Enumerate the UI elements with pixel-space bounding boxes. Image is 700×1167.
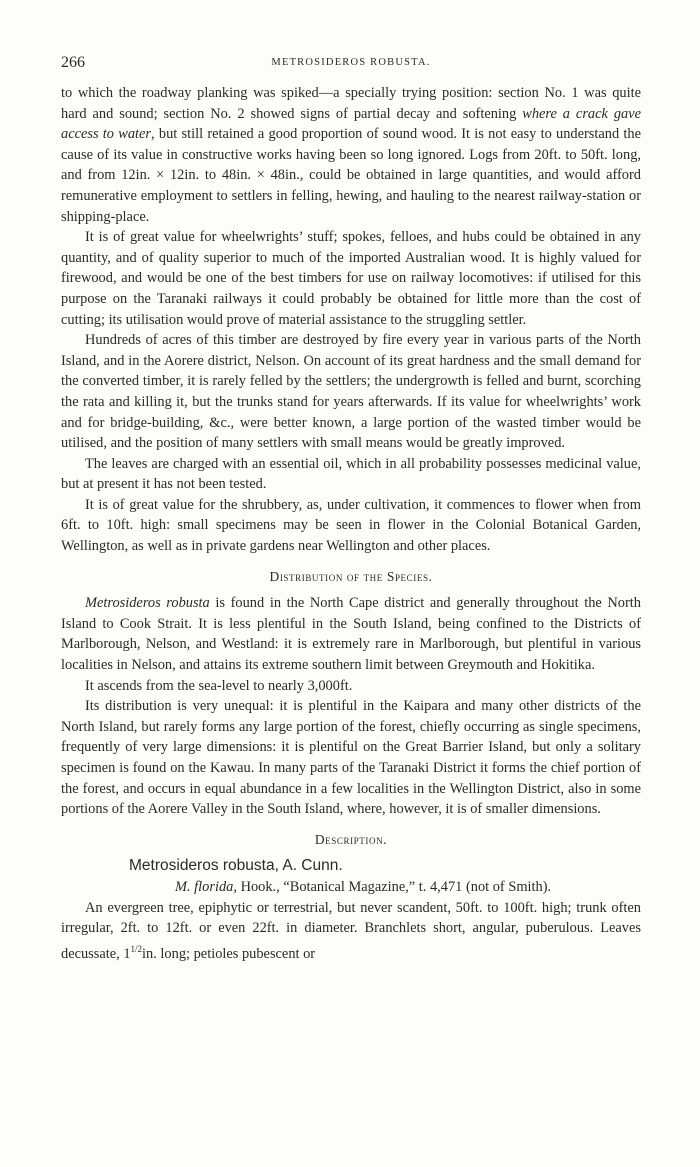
paragraph-altitude: It ascends from the sea-level to nearly 3,000ft. bbox=[85, 677, 353, 694]
page-body bbox=[61, 83, 641, 964]
fraction: 1/2 bbox=[130, 943, 143, 954]
section-heading-distribution: Distribution of the Species. bbox=[269, 568, 433, 584]
italic-phrase: where a crack gave access to water bbox=[61, 105, 641, 143]
synonym-line bbox=[61, 877, 641, 898]
page-number: 266 bbox=[61, 54, 85, 71]
paragraph-wheelwrights: It is of great value for wheelwrights’ stuff; spokes, felloes, and hubs could be obtained in any quantity, and of quality superior to much of the imported Australian wood. It is highly valued for firewood, and would be one of the best timbers for use on railway locomotives: if utilised for this purpose on the Taranaki railways it could probably be obtained for little more than the cost of cutting; its utilisation would prove of material assistance to the struggling settler. bbox=[61, 229, 641, 328]
paragraph-roadway-planking bbox=[61, 83, 641, 227]
paragraph-text: , but still retained a good proportion of sound wood. It is not easy to understand the cause of its value in constructive works having been so long ignored. Logs from 20ft. to 50ft. long, and from 12in. × 12in. to 48in. × 48in., could be obtained in large quantities, and would afford remunerative employment to settlers in felling, hewing, and hauling to the nearest railway-station or shipping-place. bbox=[61, 126, 641, 225]
paragraph-text: is found in the North Cape district and generally throughout the North Island to Cook Strait. It is less plentiful in the South Island, being confined to the Districts of Marlborough, Nelson, and Westland: it is extremely rare in Marlborough, but plentiful in various localities in Nelson, and attains its extreme southern limit between Greymouth and Hokitika. bbox=[61, 595, 641, 674]
synonym-text: , Hook., “Botanical Magazine,” t. 4,471 (not of Smith). bbox=[233, 878, 552, 895]
paragraph-text: An evergreen tree, epiphytic or terrestrial, but never scandent, 50ft. to 100ft. high; trunk often irregular, 2ft. to 12ft. or even 22ft. in diameter. Branchlets short, angular, puberulous. Leaves decussate, 1 bbox=[61, 899, 641, 962]
paragraph-essential-oil: The leaves are charged with an essential oil, which in all probability possesses medicinal value, but at present it has not been tested. bbox=[61, 455, 641, 493]
paragraph-destroyed-by-fire: Hundreds of acres of this timber are destroyed by fire every year in various parts of the North Island, and in the Aorere district, Nelson. On account of its great hardness and the small demand for the converted timber, it is rarely felled by the settlers; the undergrowth is felled and burnt, scorching the rata and killing it, but the trunks stand for years afterwards. If its value for wheelwrights’ work and for bridge-building, &c., were better known, a large portion of the wasted timber would be utilised, and the position of many settlers with small means would be greatly improved. bbox=[61, 332, 641, 452]
paragraph-unequal-distribution: Its distribution is very unequal: it is plentiful in the Kaipara and many other districts of the North Island, but rarely forms any large portion of the forest, chiefly occurring as single specimens, frequently of very large dimensions: it is plentiful on the Great Barrier Island, but only a solitary specimen is found on the Kawau. In many parts of the Taranaki District it forms the chief portion of the forest, and occurs in equal abundance in a few localities in the Wellington District, also in some portions of the Aorere Valley in the South Island, where, however, it is of smaller dimensions. bbox=[61, 698, 641, 818]
species-italic: Metrosideros robusta bbox=[85, 595, 210, 612]
page-header bbox=[61, 54, 641, 74]
paragraph-distribution-range bbox=[61, 593, 641, 675]
synonym-italic: M. florida bbox=[175, 878, 234, 895]
paragraph-text: in. long; petioles pubescent or bbox=[142, 945, 316, 962]
running-head: METROSIDEROS ROBUSTA. bbox=[271, 57, 431, 68]
paragraph-text: to which the roadway planking was spiked—a specially trying position: section No. 1 was quite hard and sound; section No. 2 showed signs of partial decay and softening bbox=[61, 85, 641, 122]
species-name: Metrosideros robusta, A. Cunn. bbox=[129, 857, 343, 875]
paragraph-shrubbery: It is of great value for the shrubbery, as, under cultivation, it commences to flower when from 6ft. to 10ft. high: small specimens may be seen in flower in the Colonial Botanical Garden, Wellington, as well as in private gardens near Wellington and other places. bbox=[61, 496, 641, 555]
section-heading-description: Description. bbox=[314, 831, 388, 847]
paragraph-description bbox=[61, 898, 641, 965]
